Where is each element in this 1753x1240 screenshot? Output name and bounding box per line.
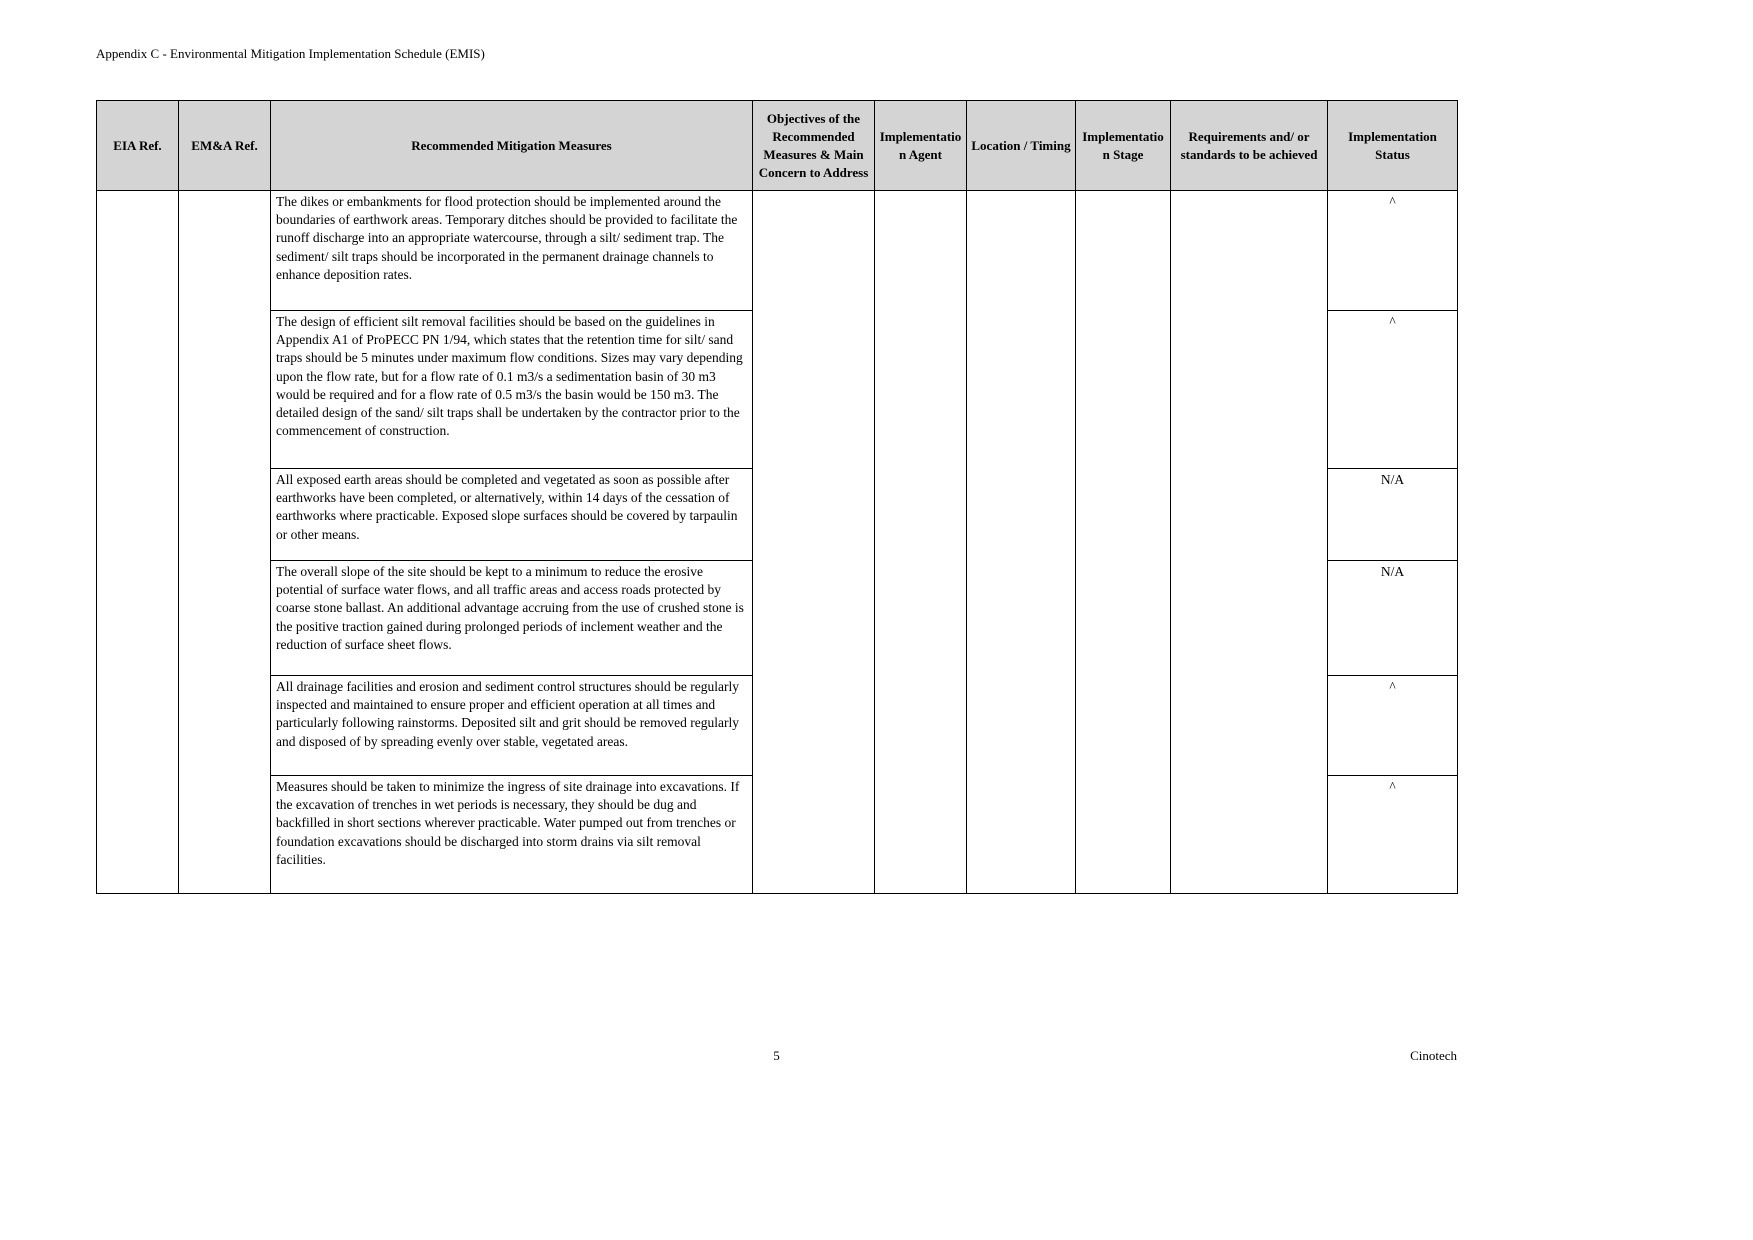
col-header-implementation-status: Implementation Status (1328, 101, 1458, 191)
cell-measure: All exposed earth areas should be completed and vegetated as soon as possible after earthworks have been completed, or alternatively, within 14 days of the cessation of earthworks where practicable. Exposed slope surfaces should be covered by tarpaulin or other means. (271, 469, 753, 561)
cell-objectives (753, 191, 875, 894)
cell-status: N/A (1328, 469, 1458, 561)
cell-ema-ref (179, 191, 271, 894)
cell-measure: The overall slope of the site should be kept to a minimum to reduce the erosive potential of surface water flows, and all traffic areas and access roads protected by coarse stone ballast. An additional advantage accruing from the use of crushed stone is the positive traction gained during prolonged periods of inclement weather and the reduction of surface sheet flows. (271, 561, 753, 676)
col-header-requirements: Requirements and/ or standards to be achieved (1171, 101, 1328, 191)
cell-implementation-stage (1076, 191, 1171, 894)
cell-status: N/A (1328, 561, 1458, 676)
cell-status: ^ (1328, 676, 1458, 776)
cell-measure: The design of efficient silt removal facilities should be based on the guidelines in Appendix A1 of ProPECC PN 1/94, which states that the retention time for silt/ sand traps should be 5 minutes under maximum flow conditions. Sizes may vary depending upon the flow rate, but for a flow rate of 0.1 m3/s a sedimentation basin of 30 m3 would be required and for a flow rate of 0.5 m3/s the basin would be 150 m3. The detailed design of the sand/ silt traps shall be undertaken by the contractor prior to the commencement of construction. (271, 311, 753, 469)
cell-eia-ref (97, 191, 179, 894)
col-header-objectives: Objectives of the Recommended Measures & Main Concern to Address (753, 101, 875, 191)
cell-measure: All drainage facilities and erosion and sediment control structures should be regularly inspected and maintained to ensure proper and efficient operation at all times and particularly following rainstorms. Deposited silt and grit should be removed regularly and disposed of by spreading evenly over stable, vegetated areas. (271, 676, 753, 776)
emis-table (96, 100, 1458, 894)
cell-status: ^ (1328, 311, 1458, 469)
appendix-header: Appendix C - Environmental Mitigation Implementation Schedule (EMIS) (96, 46, 485, 61)
cell-status: ^ (1328, 191, 1458, 311)
footer-company: Cinotech (1410, 1048, 1457, 1063)
page-number: 5 (773, 1048, 780, 1063)
table-row (97, 191, 1458, 311)
cell-measure: Measures should be taken to minimize the ingress of site drainage into excavations. If the excavation of trenches in wet periods is necessary, they should be dug and backfilled in short sections wherever practicable. Water pumped out from trenches or foundation excavations should be discharged into storm drains via silt removal facilities. (271, 776, 753, 894)
col-header-implementation-stage: Implementation Stage (1076, 101, 1171, 191)
cell-location-timing (967, 191, 1076, 894)
cell-requirements (1171, 191, 1328, 894)
cell-measure: The dikes or embankments for flood protection should be implemented around the boundaries of earthwork areas. Temporary ditches should be provided to facilitate the runoff discharge into an appropriate watercourse, through a silt/ sediment trap. The sediment/ silt traps should be incorporated in the permanent drainage channels to enhance deposition rates. (271, 191, 753, 311)
col-header-implementation-agent: Implementation Agent (875, 101, 967, 191)
cell-status: ^ (1328, 776, 1458, 894)
cell-implementation-agent (875, 191, 967, 894)
col-header-eia-ref: EIA Ref. (97, 101, 179, 191)
col-header-location-timing: Location / Timing (967, 101, 1076, 191)
col-header-mitigation-measures: Recommended Mitigation Measures (271, 101, 753, 191)
col-header-ema-ref: EM&A Ref. (179, 101, 271, 191)
table-header-row (97, 101, 1458, 191)
